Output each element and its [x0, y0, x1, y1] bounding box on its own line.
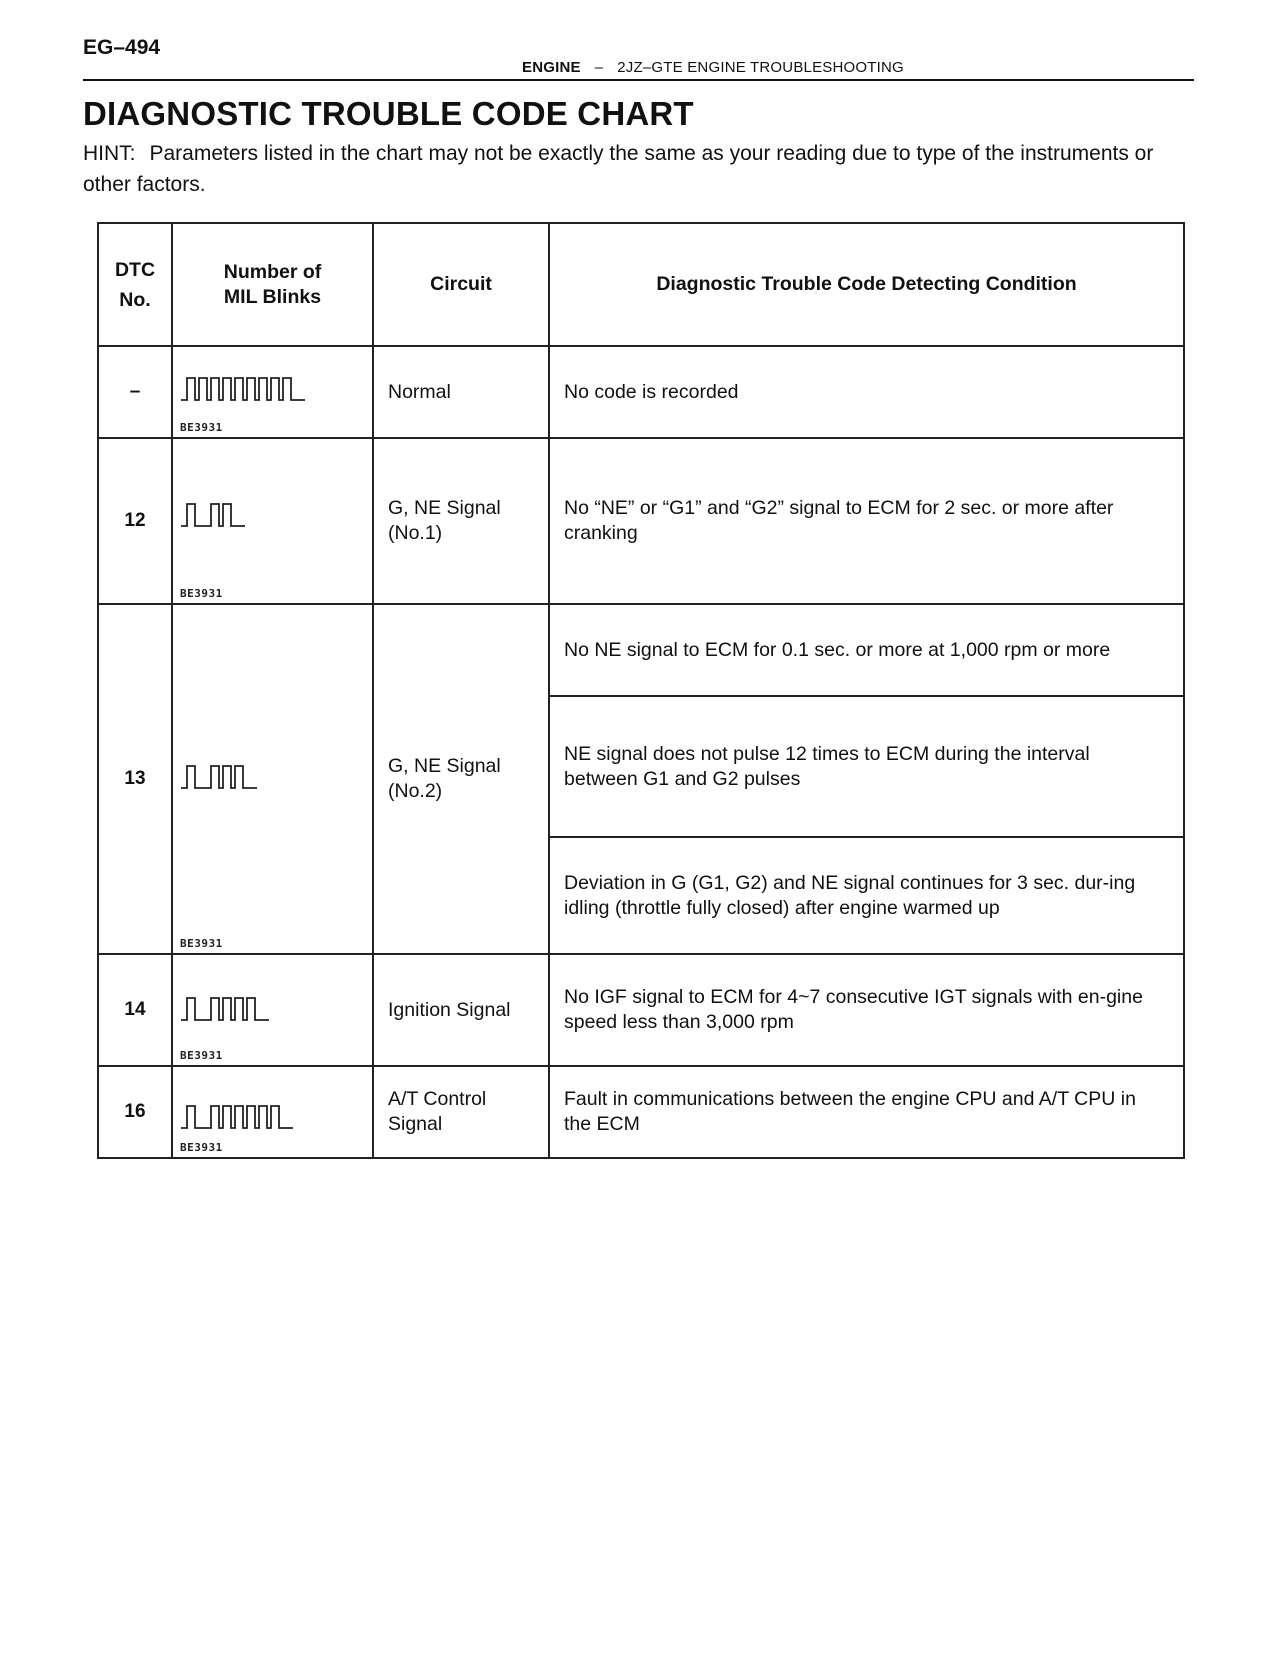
condition-cell: Deviation in G (G1, G2) and NE signal continues for 3 sec. dur-ing idling (throttle fully closed) after engine warmed up [549, 837, 1184, 954]
figure-code: BE3931 [180, 937, 223, 950]
condition-cell: No NE signal to ECM for 0.1 sec. or more at 1,000 rpm or more [549, 604, 1184, 696]
hint-paragraph [83, 138, 1203, 200]
condition-cell: No “NE” or “G1” and “G2” signal to ECM for 2 sec. or more after cranking [549, 438, 1184, 604]
blink-waveform-line [181, 504, 245, 526]
blink-waveform [181, 995, 271, 1023]
running-head [522, 59, 904, 76]
blink-waveform [181, 1103, 295, 1131]
hint-label: HINT: [83, 142, 136, 165]
circuit-cell [373, 438, 549, 604]
blink-cell [172, 346, 373, 438]
condition-cell: No IGF signal to ECM for 4~7 consecutive IGT signals with en-gine speed less than 3,000 rpm [549, 954, 1184, 1066]
circuit-line1: Normal [388, 380, 451, 403]
dtc-number: 12 [98, 438, 172, 604]
figure-code: BE3931 [180, 1049, 223, 1062]
header-mil-blinks-line1: Number of [223, 260, 322, 283]
blink-waveform-line [181, 378, 305, 400]
header-rule [83, 79, 1194, 81]
table-header-row [98, 223, 1184, 346]
table-row [98, 346, 1184, 438]
circuit-line1: G, NE Signal [388, 755, 501, 777]
header-dtc-no [98, 223, 172, 346]
circuit-cell [373, 1066, 549, 1158]
dtc-number: 14 [98, 954, 172, 1066]
running-head-separator: – [594, 59, 604, 76]
running-head-subsection: 2JZ–GTE ENGINE TROUBLESHOOTING [617, 59, 904, 76]
dtc-number: 13 [98, 604, 172, 954]
blink-pattern [181, 763, 259, 791]
page-title: DIAGNOSTIC TROUBLE CODE CHART [83, 95, 694, 132]
blink-pattern [181, 1103, 295, 1131]
blink-pattern [181, 375, 307, 403]
circuit-line1: Ignition Signal [388, 998, 511, 1021]
blink-cell [172, 1066, 373, 1158]
dtc-number: 16 [98, 1066, 172, 1158]
circuit-cell [373, 346, 549, 438]
header-mil-blinks [172, 223, 373, 346]
page-number: EG–494 [83, 36, 161, 59]
blink-waveform-line [181, 1106, 293, 1128]
table-row [98, 604, 1184, 696]
table-row [98, 954, 1184, 1066]
blink-waveform [181, 375, 307, 403]
header-mil-blinks-line2: MIL Blinks [223, 285, 322, 308]
table-row [98, 1066, 1184, 1158]
dtc-number: – [98, 346, 172, 438]
header-condition: Diagnostic Trouble Code Detecting Condition [549, 223, 1184, 346]
circuit-cell [373, 604, 549, 954]
figure-code: BE3931 [180, 421, 223, 434]
blink-cell [172, 604, 373, 954]
blink-waveform-line [181, 766, 257, 788]
blink-cell [172, 954, 373, 1066]
condition-cell: NE signal does not pulse 12 times to ECM during the interval between G1 and G2 pulses [549, 696, 1184, 837]
blink-waveform [181, 763, 259, 791]
blink-pattern [181, 995, 271, 1023]
blink-pattern [181, 501, 247, 529]
circuit-cell [373, 954, 549, 1066]
condition-cell: Fault in communications between the engine CPU and A/T CPU in the ECM [549, 1066, 1184, 1158]
table-row [98, 438, 1184, 604]
circuit-line2: Signal [388, 1113, 443, 1135]
hint-text: Parameters listed in the chart may not be exactly the same as your reading due to type of the instruments or other factors. [83, 142, 1154, 196]
circuit-line2: (No.2) [388, 780, 443, 802]
header-dtc-no-line2: No. [119, 288, 151, 311]
header-dtc-no-line1: DTC [114, 258, 156, 281]
running-head-section: ENGINE [522, 59, 581, 76]
circuit-line1: A/T Control [388, 1088, 487, 1110]
circuit-line2: (No.1) [388, 522, 443, 544]
dtc-chart-table [97, 222, 1185, 1159]
blink-waveform [181, 501, 247, 529]
figure-code: BE3931 [180, 1141, 223, 1154]
circuit-line1: G, NE Signal [388, 497, 501, 519]
blink-waveform-line [181, 998, 269, 1020]
blink-cell [172, 438, 373, 604]
figure-code: BE3931 [180, 587, 223, 600]
condition-cell: No code is recorded [549, 346, 1184, 438]
header-circuit: Circuit [373, 223, 549, 346]
